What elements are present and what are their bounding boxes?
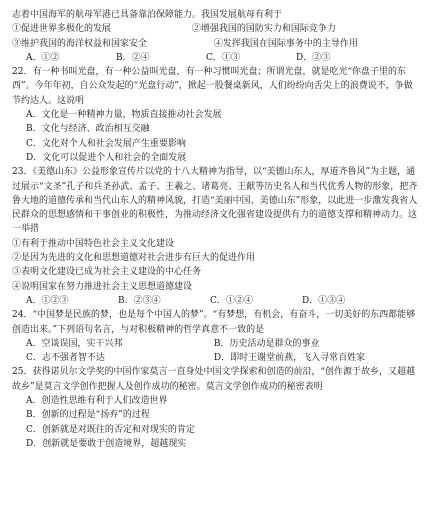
- q25-option-c: C．创新就是对既往的否定和对现实的肯定: [26, 424, 195, 435]
- q24-options-row-1: [12, 337, 420, 351]
- q23-option-b: B．②③④: [118, 295, 161, 306]
- q22-option-c: C．文化对个人和社会发展产生重要影响: [26, 138, 186, 149]
- q22-stem: 22．有一种书叫光盘，有一种公益叫光盘，有一种习惯叫光盘；所谓光盘，就是吃光“你盘子里的东西”。今年年初，自公众发起的“光盘行动”，掀起一股餐桌新风，人们纷纷向舌尖上的浪费说不，争做节约达人。这说明: [12, 67, 413, 106]
- q23-item-4: ④说明国家在努力推进社会主义思想道德建设: [12, 281, 193, 292]
- q23-stem: 23．《美德山东》公益形象宣传片以党的十八大精神为指导，以“美德山东人，厚道齐鲁风”为主题，通过展示“文圣”孔子和兵圣孙武、孟子、王羲之、诸葛亮、王献等历史名人和当代优秀人物的形象，把齐鲁大地的道德传承和当代山东人的精神风貌，打造“美丽中国、美德山东”形象，以此进一步激发我省人民群众的思想感情和干事创业的积极性，为推动经济文化强省建设提供有力的道德支撑和精神动力。这一举措: [12, 167, 418, 235]
- q24-option-a: A．空谈误国，实干兴邦: [26, 338, 123, 349]
- q21-option-a: A．①②: [26, 52, 60, 63]
- q20-item-2-text: ②增强我国的国防实力和国际竞争力: [191, 24, 336, 35]
- q22-option-d: D．文化可以促进个人和社会的全面发展: [26, 152, 187, 163]
- q20-item-3-text: ③维护我国的海洋权益和国家安全: [12, 38, 148, 49]
- q20-item-1-text: ①促进世界多极化的发展: [12, 24, 112, 35]
- q24-option-c: C．志不强者智不达: [26, 353, 105, 364]
- q25-option-d: D．创新就是要敢于创造境界，超越现实: [26, 438, 187, 449]
- q23-item-1: ①有利于推动中国特色社会主义文化建设: [12, 238, 175, 249]
- q25-option-a: A．创造性思维有利于人们改造世界: [26, 396, 168, 407]
- q20-item-4-text: ④发挥我国在国际事务中的主导作用: [213, 38, 358, 49]
- q21-option-c: C．①③: [206, 52, 240, 63]
- q23-option-c: C．①②④: [210, 295, 253, 306]
- q21-option-b: B．②④: [116, 52, 150, 63]
- q25-stem: 25．获得诺贝尔文学奖的中国作家莫言一直身处中国文学探索和创造的前沿，“创作源于故乡，又超越故乡”是莫言文学创作把握人及创作成功的秘密。莫言文学创作成功的秘密表明: [12, 367, 416, 392]
- q24-options-row-2: [12, 351, 420, 365]
- q23-option-d: D．①③④: [302, 295, 346, 306]
- q21-option-d: D．②③: [296, 52, 331, 63]
- q25-option-b: B．创新的过程是“扬弃”的过程: [26, 410, 150, 421]
- q23-option-a: A．①②③: [26, 295, 69, 306]
- q24-option-b: B．历史活动是群众的事业: [213, 338, 320, 349]
- q21-options: [12, 51, 420, 65]
- q23-item-2: ②是因为先进的文化和思想道德对社会进步有巨大的促进作用: [12, 253, 256, 264]
- q22-option-b: B．文化与经济、政治相互交融: [26, 124, 150, 135]
- q23-item-3: ③表明文化建设已成为社会主义建设的中心任务: [12, 267, 202, 278]
- q23-options: [12, 294, 420, 308]
- q20-item-3: [12, 37, 420, 51]
- q24-option-d: D．即时王谢堂前燕，飞入寻常百姓家: [213, 353, 366, 364]
- q20-item-1: [12, 22, 420, 36]
- q20-stem-tail: 志着中国海军的航母军港已具备靠泊保障能力。我国发展航母有利于: [12, 10, 283, 20]
- q22-option-a: A．文化是一种精神力量，物质直接推动社会发展: [26, 110, 222, 121]
- q24-stem: 24．“中国梦是民族的梦，也是每个中国人的梦”。“有梦想，有机会，有奋斗，一切美好的东西都能够创造出来。”下列语句名言，与对积极精神的哲学真意不一致的是: [12, 310, 416, 335]
